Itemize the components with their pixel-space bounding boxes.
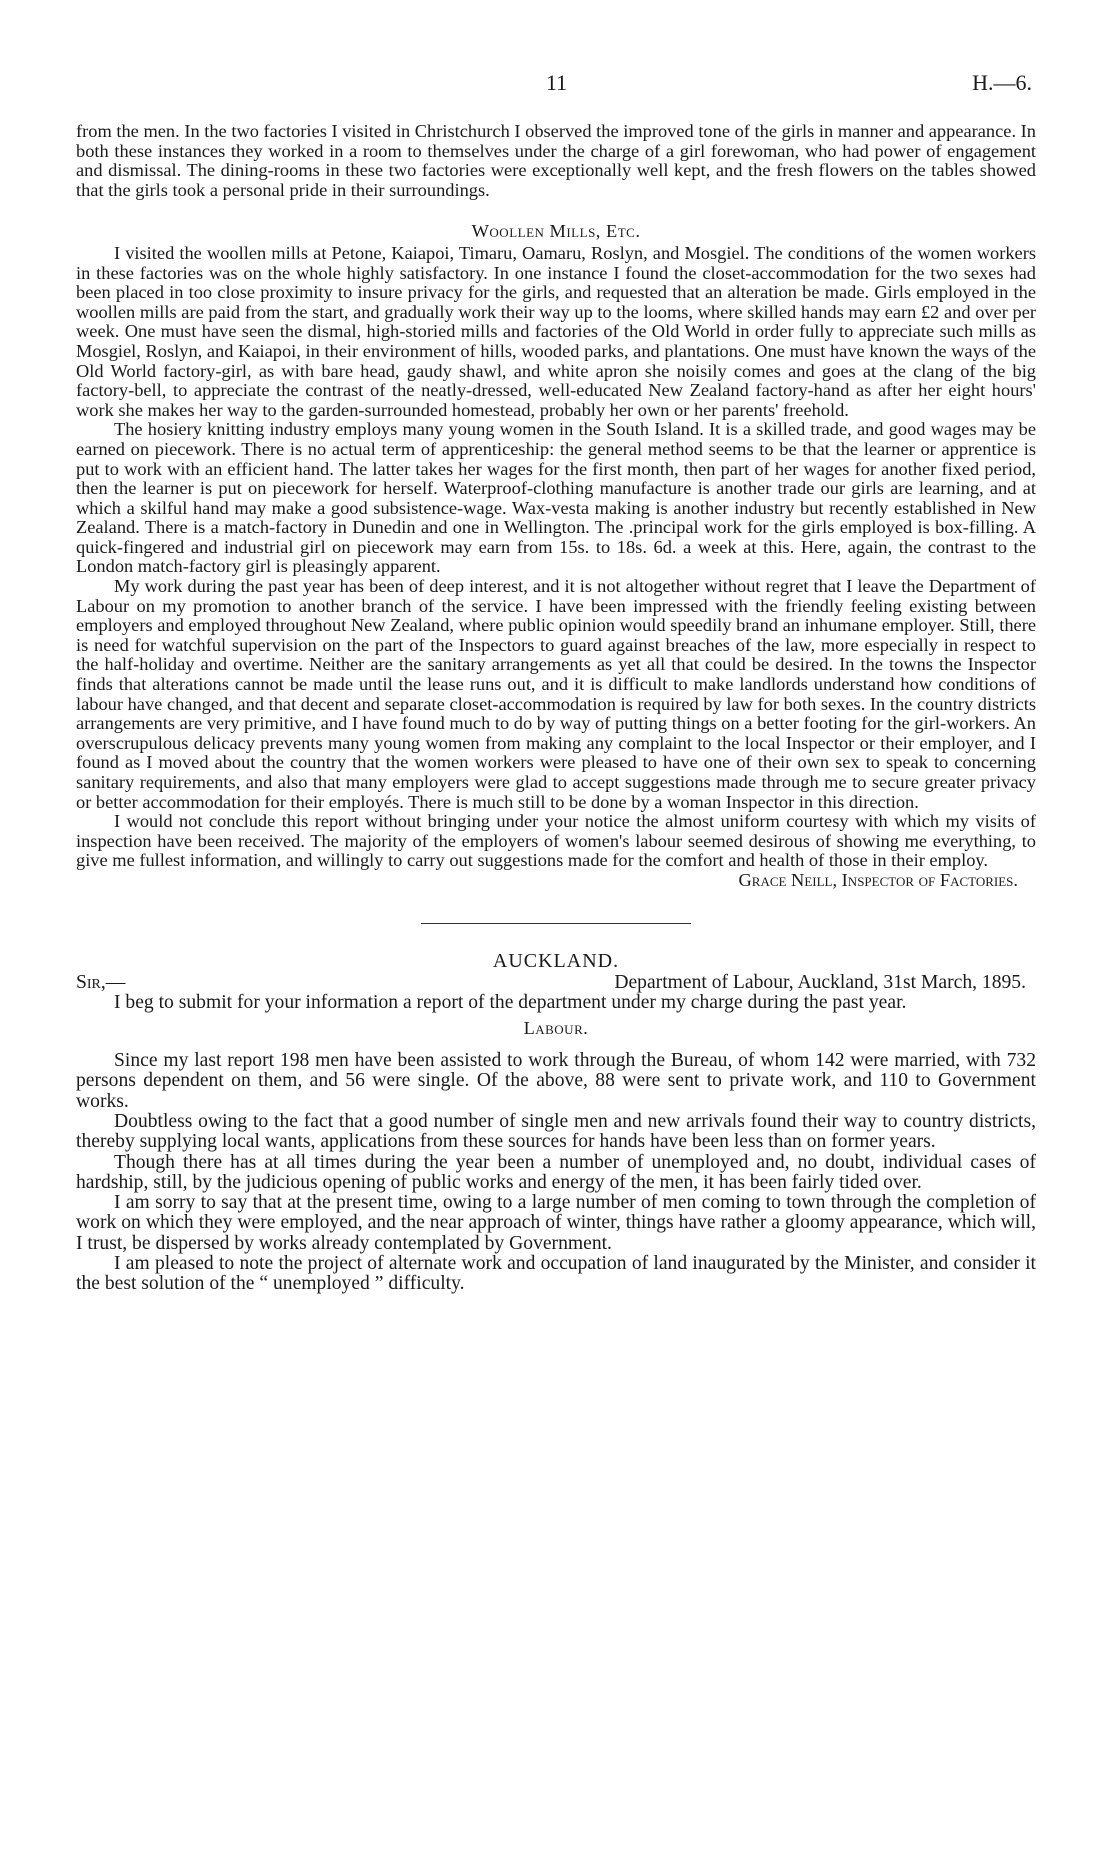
paragraph-present-time: I am sorry to say that at the present time, owing to a large number of men coming to town through the completion of work on which they were employed, and the near approach of winter, things have rather a gloomy appearance, which will, I trust, be dispersed by works already contemplated by Government. [76,1192,1036,1254]
document-reference: H.—6. [972,70,1032,95]
paragraph-unemployed: Though there has at all times during the year been a number of unemployed and, no doubt, individual cases of hardship, still, by the judicious opening of public works and energy of the men, it has been fairly tided over. [76,1151,1036,1193]
page-number: 11 [546,70,568,95]
paragraph-country-districts: Doubtless owing to the fact that a good number of single men and new arrivals found their way to country districts, thereby supplying local wants, applications from these sources for hands have been less than on former years. [76,1110,1036,1153]
signature-name: Grace Neill [738,869,833,890]
letter-heading [76,973,1036,993]
dateline: Department of Labour, Auckland, 31st March, 1895. [614,972,1026,994]
paragraph-conclusion: I would not conclude this report without bringing under your notice the almost uniform courtesy with which my visits of inspection have been received. The majority of the employers of women's labour seemed desirous of showing me everything, to give me fullest information, and willingly to carry out suggestions made for the comfort and health of those in their employ. [76,811,1036,871]
paragraph-bureau: Since my last report 198 men have been assisted to work through the Bureau, of whom 142 were married, with 732 persons dependent on them, and 56 were single. Of the above, 88 were sent to private work, and 110 to Government works. [76,1050,1036,1112]
page-header [0,70,1114,110]
paragraph-work-during-year: My work during the past year has been of deep interest, and it is not altogether without regret that I leave the Department of Labour on my promotion to another branch of the service. I have been impressed with the friendly feeling existing between employers and employed throughout New Zealand, where public opinion would speedily brand an inhumane employer. Still, there is need for watchful supervision on the part of the Inspectors to guard against breaches of the law, more especially in respect to the half-holiday and overtime. Neither are the sanitary arrangements as yet all that could be desired. In the towns the Inspector finds that alterations cannot be made until the lease runs out, and it is difficult to make landlords understand how conditions of labour have changed, and that decent and separate closet-accommodation is required by law for both sexes. In the country districts arrangements are very primitive, and I have found much to do by way of putting things on a better footing for the girl-workers. An overscrupulous delicacy prevents many young women from making any complaint to the local Inspector or their employer, and I found as I moved about the country that the women workers were pleased to have one of their own sex to speak to concerning sanitary requirements, and also that many employers were glad to accept suggestions made through me to secure greater privacy or better accommodation for their employés. There is much still to be done by a woman Inspector in this direction. [76,576,1036,812]
paragraph-woollen-mills: I visited the woollen mills at Petone, Kaiapoi, Timaru, Oamaru, Roslyn, and Mosgiel. The conditions of the women workers in these factories was on the whole highly satisfactory. In one instance I found the closet-accommodation for the two sexes had been placed in too close proximity to insure privacy for the girls, and requested that an alteration be made. Girls employed in the woollen mills are paid from the start, and gradually work their way up to the looms, where skilled hands may earn £2 and over per week. One must have seen the dismal, high-storied mills and factories of the Old World in order fully to appreciate such mills as Mosgiel, Roslyn, and Kaiapoi, in their environment of hills, wooded parks, and plantations. One must have known the ways of the Old World factory-girl, as with bare head, gaudy shawl, and white apron she noisily comes and goes at the clang of the big factory-bell, to appreciate the contrast of the neatly-dressed, well-educated New Zealand factory-hand as after her eight hours' work she makes her way to the garden-surrounded homestead, probably her own or her parents' freehold. [76,242,1036,420]
opening-paragraph: I beg to submit for your information a report of the department under my charge during the past year. [114,992,907,1014]
signature-line [76,871,1036,891]
section-heading-woollen-mills: Woollen Mills, Etc. [471,221,641,242]
signature-title: , Inspector of Factories. [832,869,1018,890]
salutation: Sir,— [76,972,126,994]
section-divider [421,923,691,924]
subheading-labour: Labour. [523,1018,589,1039]
section-title-auckland: AUCKLAND. [492,949,620,972]
paragraph-alternate-work: I am pleased to note the project of alternate work and occupation of land inaugurated by the Minister, and consider it the best solution of the “ unemployed ” difficulty. [76,1253,1036,1295]
page-body [76,122,1036,1295]
intro-paragraph: from the men. In the two factories I visited in Christchurch I observed the improved tone of the girls in manner and appearance. In both these instances they worked in a room to themselves under the charge of a girl forewoman, who had power of engagement and dismissal. The dining-rooms in these two factories were exceptionally well kept, and the fresh flowers on the tables showed that the girls took a personal pride in their surroundings. [76,121,1036,200]
paragraph-hosiery: The hosiery knitting industry employs many young women in the South Island. It is a skilled trade, and good wages may be earned on piecework. There is no actual term of apprenticeship: the general method seems to be that the learner or apprentice is put to work with an efficient hand. The latter takes her wages for the first month, then part of her wages for another fixed period, then the learner is put on piecework for herself. Waterproof-clothing manufacture is another trade our girls are learning, and at which a skilful hand may make a good subsistence-wage. Wax-vesta making is another industry but recently established in New Zealand. There is a match-factory in Dunedin and one in Wellington. The .principal work for the girls employed is box-filling. A quick-fingered and industrial girl on piecework may earn from 15s. to 18s. 6d. a week at this. Here, again, the contrast to the London match-factory girl is pleasingly apparent. [76,419,1036,577]
